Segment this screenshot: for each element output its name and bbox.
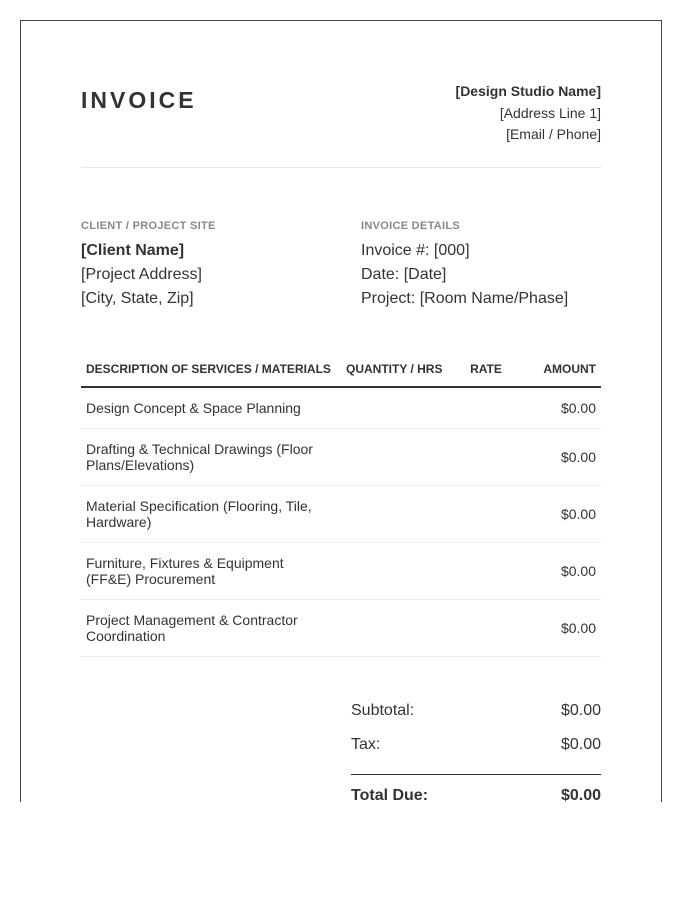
invoice-sheet bbox=[20, 20, 662, 802]
row-description: Material Specification (Flooring, Tile, Hardware) bbox=[81, 485, 336, 542]
total-due-label: Total Due: bbox=[351, 787, 429, 802]
client-name: [Client Name] bbox=[81, 242, 185, 259]
client-label: CLIENT / PROJECT SITE bbox=[81, 220, 216, 232]
invoice-date: Date: [Date] bbox=[361, 266, 447, 283]
tax-label: Tax: bbox=[351, 736, 381, 753]
row-description: Design Concept & Space Planning bbox=[81, 387, 336, 428]
row-amount: $0.00 bbox=[516, 485, 601, 542]
studio-name: [Design Studio Name] bbox=[455, 83, 601, 99]
col-header-amount: AMOUNT bbox=[516, 351, 601, 387]
row-rate bbox=[456, 428, 516, 485]
invoice-details-block bbox=[361, 220, 601, 311]
invoice-project: Project: [Room Name/Phase] bbox=[361, 290, 569, 307]
table-row bbox=[81, 485, 601, 542]
tax-value: $0.00 bbox=[560, 736, 601, 753]
invoice-header bbox=[81, 21, 601, 168]
line-items-table bbox=[81, 351, 601, 657]
row-rate bbox=[456, 542, 516, 599]
totals-divider bbox=[351, 774, 601, 775]
table-row bbox=[81, 599, 601, 656]
row-rate bbox=[456, 599, 516, 656]
client-city: [City, State, Zip] bbox=[81, 290, 194, 307]
details-label: INVOICE DETAILS bbox=[361, 220, 461, 232]
col-header-quantity: QUANTITY / HRS bbox=[336, 351, 456, 387]
invoice-number: Invoice #: [000] bbox=[361, 242, 470, 259]
col-header-rate: RATE bbox=[456, 351, 516, 387]
row-amount: $0.00 bbox=[516, 428, 601, 485]
row-rate bbox=[456, 485, 516, 542]
row-rate bbox=[456, 387, 516, 428]
table-row bbox=[81, 428, 601, 485]
row-description: Project Management & Contractor Coordination bbox=[81, 599, 336, 656]
subtotal-value: $0.00 bbox=[560, 702, 601, 719]
subtotal-label: Subtotal: bbox=[351, 702, 415, 719]
table-row bbox=[81, 542, 601, 599]
row-amount: $0.00 bbox=[516, 599, 601, 656]
studio-contact: [Email / Phone] bbox=[506, 126, 601, 142]
col-header-description: DESCRIPTION OF SERVICES / MATERIALS bbox=[81, 351, 336, 387]
invoice-title: INVOICE bbox=[81, 87, 197, 113]
studio-info bbox=[456, 81, 601, 146]
row-description: Drafting & Technical Drawings (Floor Plans/Elevations) bbox=[81, 428, 336, 485]
row-quantity bbox=[336, 485, 456, 542]
table-row bbox=[81, 387, 601, 428]
row-amount: $0.00 bbox=[516, 542, 601, 599]
row-quantity bbox=[336, 428, 456, 485]
row-description: Furniture, Fixtures & Equipment (FF&E) Procurement bbox=[81, 542, 336, 599]
row-quantity bbox=[336, 599, 456, 656]
client-block bbox=[81, 220, 341, 311]
total-due-value: $0.00 bbox=[560, 787, 601, 802]
studio-address: [Address Line 1] bbox=[499, 104, 601, 121]
row-quantity bbox=[336, 387, 456, 428]
client-address: [Project Address] bbox=[81, 266, 202, 283]
table-header-row bbox=[81, 351, 601, 387]
row-amount: $0.00 bbox=[516, 387, 601, 428]
row-quantity bbox=[336, 542, 456, 599]
